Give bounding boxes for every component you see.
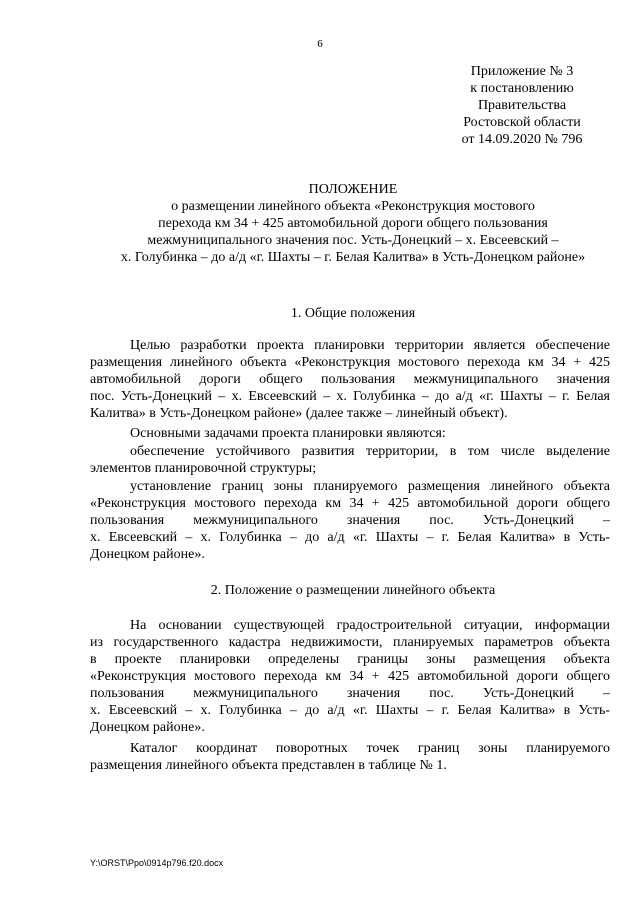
paragraph-line: «Реконструкция мостового перехода км 34 + 425 автомобильной дороги общего bbox=[90, 669, 610, 684]
title-line: х. Голубинка – до а/д «г. Шахты – г. Белая Калитва» в Усть-Донецком районе» bbox=[120, 250, 586, 265]
section-2-paragraph-1 bbox=[90, 617, 610, 736]
title-line: межмуниципального значения пос. Усть-Донецкий – х. Евсеевский – bbox=[147, 233, 559, 248]
appendix-block bbox=[440, 63, 604, 148]
section-1-heading: 1. Общие положения bbox=[290, 306, 416, 321]
paragraph-line: Калитва» в Усть-Донецком районе» (далее также – линейный объект). bbox=[90, 406, 508, 421]
section-1-paragraph-3 bbox=[90, 443, 610, 477]
section-1-paragraph-4 bbox=[90, 478, 610, 563]
paragraph-line: в проекте планировки определены границы зоны размещения объекта bbox=[90, 652, 610, 667]
paragraph-line: размещения линейного объекта «Реконструкция мостового перехода км 34 + 425 bbox=[90, 355, 610, 370]
paragraph-line: размещения линейного объекта представлен в таблице № 1. bbox=[90, 758, 447, 773]
appendix-line: Приложение № 3 bbox=[470, 64, 574, 79]
section-2-heading: 2. Положение о размещении линейного объекта bbox=[210, 583, 496, 598]
paragraph-line: элементов планировочной структуры; bbox=[90, 461, 317, 476]
paragraph-line: из государственного кадастра недвижимости, планируемых параметров объекта bbox=[90, 635, 610, 650]
paragraph-line: пользования межмуниципального значения пос. Усть-Донецкий – bbox=[90, 686, 610, 701]
page-number: 6 bbox=[317, 38, 323, 50]
title-heading: ПОЛОЖЕНИЕ bbox=[308, 182, 398, 197]
section-2-paragraph-2 bbox=[90, 740, 610, 774]
paragraph-line: Донецком районе». bbox=[90, 720, 205, 735]
paragraph-line: Целью разработки проекта планировки территории является обеспечение bbox=[130, 338, 610, 353]
appendix-line: Правительства bbox=[477, 98, 567, 113]
appendix-line: Ростовской области bbox=[463, 115, 581, 130]
paragraph-line: Основными задачами проекта планировки являются: bbox=[130, 426, 446, 441]
paragraph-line: Каталог координат поворотных точек границ зоны планируемого bbox=[130, 741, 610, 756]
document-title bbox=[90, 181, 616, 266]
section-1-paragraph-1 bbox=[90, 337, 610, 422]
title-line: перехода км 34 + 425 автомобильной дороги общего пользования bbox=[158, 216, 548, 231]
paragraph-line: пос. Усть-Донецкий – х. Евсеевский – х. Голубинка – до а/д «г. Шахты – г. Белая bbox=[90, 389, 610, 404]
paragraph-line: пользования межмуниципального значения пос. Усть-Донецкий – bbox=[90, 513, 610, 528]
footer-file-path: Y:\ORST\Ppo\0914p796.f20.docx bbox=[90, 858, 224, 868]
title-line: о размещении линейного объекта «Реконструкция мостового bbox=[171, 199, 535, 214]
appendix-line: от 14.09.2020 № 796 bbox=[461, 132, 583, 147]
paragraph-line: обеспечение устойчивого развития территории, в том числе выделение bbox=[130, 444, 610, 459]
appendix-line: к постановлению bbox=[470, 81, 574, 96]
paragraph-line: установление границ зоны планируемого размещения линейного объекта bbox=[130, 479, 610, 494]
paragraph-line: Донецком районе». bbox=[90, 547, 205, 562]
paragraph-line: х. Евсеевский – х. Голубинка – до а/д «г. Шахты – г. Белая Калитва» в Усть- bbox=[90, 703, 610, 718]
paragraph-line: «Реконструкция мостового перехода км 34 + 425 автомобильной дороги общего bbox=[90, 496, 610, 511]
paragraph-line: х. Евсеевский – х. Голубинка – до а/д «г. Шахты – г. Белая Калитва» в Усть- bbox=[90, 530, 610, 545]
paragraph-line: автомобильной дороги общего пользования межмуниципального значения bbox=[90, 372, 610, 387]
section-1-paragraph-2 bbox=[90, 425, 610, 442]
paragraph-line: На основании существующей градостроительной ситуации, информации bbox=[130, 618, 610, 633]
